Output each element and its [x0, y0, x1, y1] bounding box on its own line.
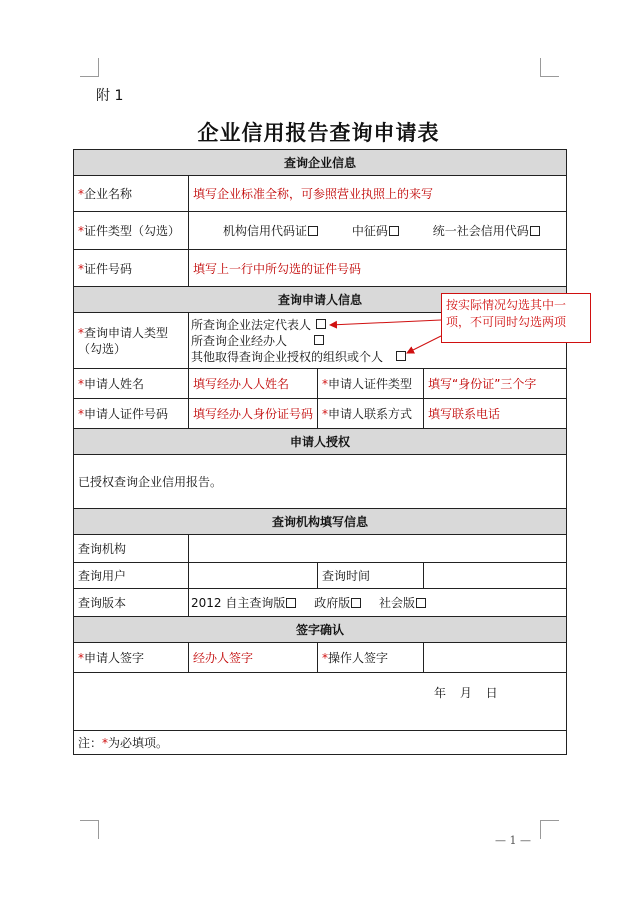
applicant-option-agent[interactable]: 所查询企业经办人 — [191, 333, 562, 349]
applicant-phone-label: *申请人联系方式 — [318, 399, 424, 429]
signature-date: 年 月 日 — [434, 686, 498, 700]
section-institution-info: 查询机构填写信息 — [74, 509, 567, 535]
cert-number-label: *证件号码 — [74, 250, 189, 287]
applicant-type-label: *查询申请人类型（勾选） — [74, 313, 189, 369]
page-number: — 1 — — [495, 834, 531, 847]
authorization-text: 已授权查询企业信用报告。 — [74, 455, 567, 509]
cert-option-unified-code[interactable]: 统一社会信用代码 — [433, 224, 540, 238]
applicant-phone-field[interactable]: 填写联系电话 — [424, 399, 567, 429]
callout-arrow-1 — [330, 320, 441, 325]
applicant-name-field[interactable]: 填写经办人人姓名 — [189, 369, 318, 399]
annex-label: 附 1 — [96, 88, 124, 104]
operator-signature-label: *操作人签字 — [318, 643, 424, 673]
applicant-id-type-label: *申请人证件类型 — [318, 369, 424, 399]
form-note: 注：*为必填项。 — [74, 731, 567, 755]
section-applicant-info: 查询申请人信息 — [74, 287, 567, 313]
section-enterprise-info: 查询企业信息 — [74, 150, 567, 176]
query-institution-label: 查询机构 — [74, 535, 189, 563]
applicant-id-type-field[interactable]: 填写“身份证”三个字 — [424, 369, 567, 399]
applicant-option-legal-rep[interactable]: 所查询企业法定代表人 — [191, 317, 562, 333]
enterprise-name-field[interactable]: 填写企业标准全称，可参照营业执照上的来写 — [189, 176, 567, 212]
version-option-social[interactable]: 社会版 — [379, 596, 426, 610]
cert-number-field[interactable]: 填写上一行中所勾选的证件号码 — [189, 250, 567, 287]
section-authorization: 申请人授权 — [74, 429, 567, 455]
version-option-government[interactable]: 政府版 — [314, 596, 361, 610]
applicant-signature-label: *申请人签字 — [74, 643, 189, 673]
callout-arrow-2 — [407, 336, 441, 353]
applicant-signature-field[interactable]: 经办人签字 — [189, 643, 318, 673]
enterprise-name-label: *企业名称 — [74, 176, 189, 212]
applicant-option-other[interactable]: 其他取得查询企业授权的组织或个人 — [191, 349, 562, 365]
query-time-label: 查询时间 — [318, 563, 424, 589]
cert-option-zhongzheng[interactable]: 中征码 — [352, 224, 399, 238]
query-version-label: 查询版本 — [74, 589, 189, 617]
page-title: 企业信用报告查询申请表 — [197, 120, 440, 145]
applicant-id-number-label: *申请人证件号码 — [74, 399, 189, 429]
applicant-id-number-field[interactable]: 填写经办人身份证号码 — [189, 399, 318, 429]
section-signature: 签字确认 — [74, 617, 567, 643]
query-user-label: 查询用户 — [74, 563, 189, 589]
cert-type-label: *证件类型（勾选） — [74, 212, 189, 250]
cert-option-org-code[interactable]: 机构信用代码证 — [223, 224, 318, 238]
callout-note: 按实际情况勾选其中一项，不可同时勾选两项 — [441, 293, 591, 343]
applicant-name-label: *申请人姓名 — [74, 369, 189, 399]
version-option-self[interactable]: 2012 自主查询版 — [191, 596, 296, 610]
